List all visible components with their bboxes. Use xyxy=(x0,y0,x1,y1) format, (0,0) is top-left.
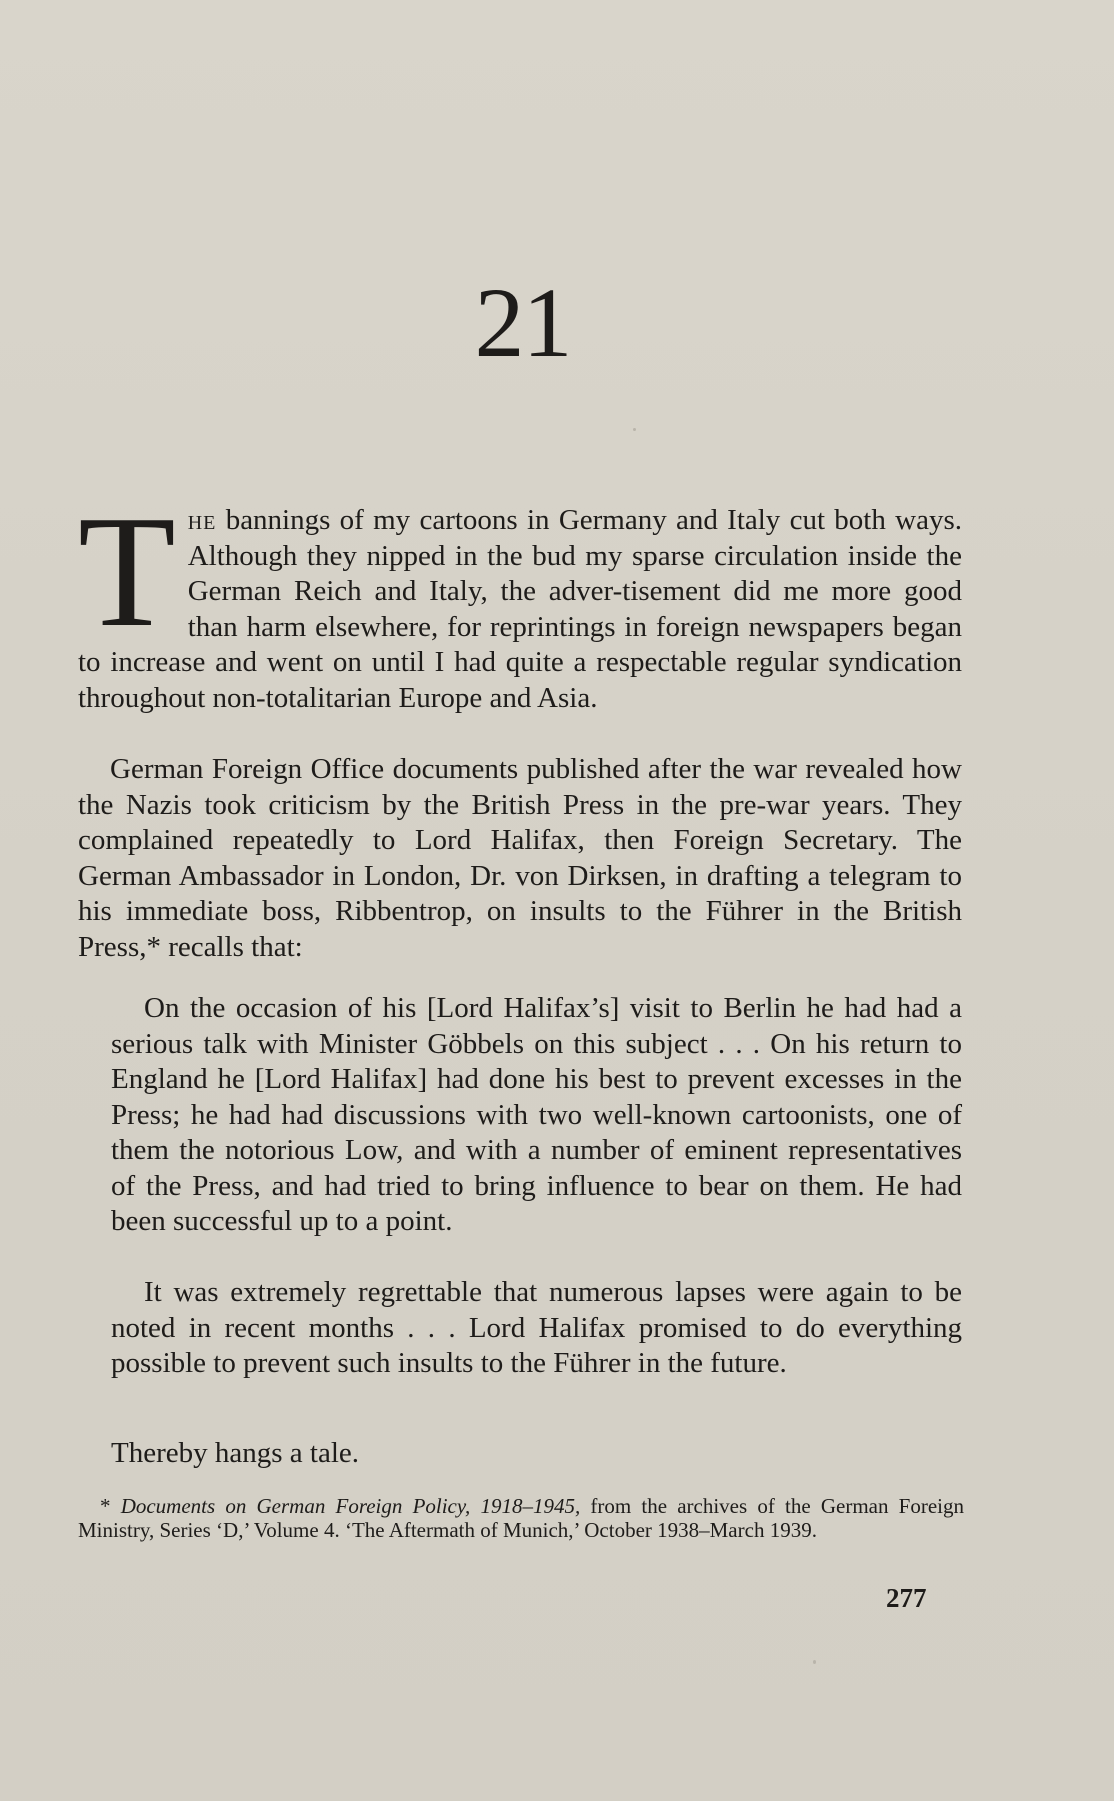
footnote-text: from the archives of the German Foreign Ministry, Series ‘D,’ Volume 4. ‘The Aftermath of Munich,’ October 1938–March 1939. xyxy=(78,1494,964,1542)
drop-cap: T xyxy=(78,482,176,660)
chapter-number: 21 xyxy=(474,267,571,378)
footnote xyxy=(78,1494,964,1542)
page-number: 277 xyxy=(886,1583,927,1613)
second-paragraph: German Foreign Office documents published after the war revealed how the Nazis took criticism by the British Press in the pre-war years. They complained repeatedly to Lord Halifax, then Foreign Secretary. The German Ambassador in London, Dr. von Dirksen, in drafting a telegram to his immediate boss, Ribbentrop, on insults to the Führer in the British Press,* recalls that: xyxy=(78,753,962,963)
closing-line: Thereby hangs a tale. xyxy=(111,1437,360,1469)
paper-speck xyxy=(633,428,636,431)
footnote-marker: * xyxy=(100,1494,121,1518)
footnote-title: Documents on German Foreign Policy, 1918–1945, xyxy=(120,1494,581,1518)
block-quote-first-paragraph: On the occasion of his [Lord Halifax’s] visit to Berlin he had had a serious talk with Minister Göbbels on this subject . . . On his return to England he [Lord Halifax] had done his best to prevent excesses in the Press; he had had discussions with two well-known cartoonists, one of them the notorious Low, and with a number of eminent representatives of the Press, and had tried to bring influence to bear on them. He had been successful up to a point. xyxy=(111,992,962,1237)
small-caps-lead: he xyxy=(187,504,217,536)
opening-paragraph xyxy=(78,482,962,716)
paper-speck xyxy=(813,1660,816,1664)
block-quote-second-paragraph: It was extremely regrettable that numerous lapses were again to be noted in recent months . . . Lord Halifax promised to do everything possible to prevent such insults to the Führer in the future. xyxy=(111,1276,962,1379)
opening-paragraph-text: bannings of my cartoons in Germany and Italy cut both ways. Although they nipped in the bud my sparse circulation inside the German Reich and Italy, the adver-tisement did me more good than harm elsewhere, for reprintings in foreign newspapers began to increase and went on until I had quite a respectable regular syndication throughout non-totalitarian Europe and Asia. xyxy=(78,504,962,714)
